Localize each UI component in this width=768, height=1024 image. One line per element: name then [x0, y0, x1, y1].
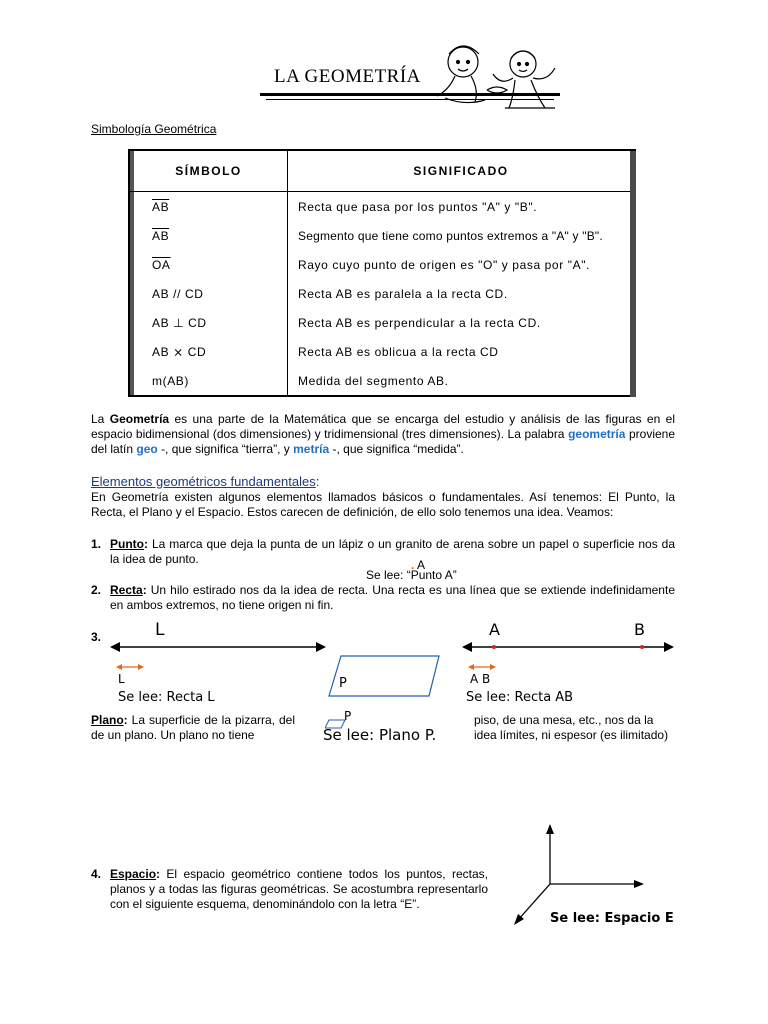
elements-intro: En Geometría existen algunos elementos llamados básicos o fundamentales. Así tenemos: El Punto, la Recta, el Plano y el Espacio. Estos carecen de definición, de ello solo tenemos una idea. Veamos: — [91, 490, 675, 519]
plano-left-text: La superficie de la pizarra, del de un plano. Un plano no tiene — [91, 713, 295, 742]
axis-diagonal — [518, 884, 550, 920]
plane-reads: Se lee: Plano P. — [323, 726, 437, 744]
item-number: 4. — [91, 867, 102, 881]
geometria-blue: geometría — [568, 427, 626, 441]
espacio-paragraph: Espacio: El espacio geométrico contiene todos los puntos, rectas, planos y a todas las figuras geométricas. Se acostumbra representarlo con el siguiente esquema, denominándolo con la letra “E”. — [110, 867, 488, 911]
table-row — [129, 279, 635, 308]
axis-horizontal-arrow — [634, 880, 644, 888]
symbol-parallel: AB // CD — [129, 279, 288, 308]
meaning-cell: Recta AB es perpendicular a la recta CD. — [298, 315, 541, 330]
symbol-line-ab: $\overline{AB}$ — [129, 192, 288, 222]
meaning-cell: Recta que pasa por los puntos "A" y "B". — [298, 199, 538, 214]
symbol-segment-ab: $\overline{AB}$ — [129, 221, 288, 250]
metria-word: metría — [293, 442, 330, 456]
item-number: 1. — [91, 537, 102, 551]
item-number: 2. — [91, 583, 102, 597]
meaning-cell: Medida del segmento AB. — [298, 373, 449, 388]
espacio-reads: Se lee: Espacio E — [550, 911, 674, 926]
table-row — [129, 250, 635, 279]
point-a-text: A — [417, 558, 426, 572]
meaning-cell: Rayo cuyo punto de origen es "O" y pasa por "A". — [298, 257, 590, 272]
arrow-left — [110, 642, 120, 652]
intro-paragraph — [91, 412, 675, 457]
symbol-perpendicular: AB ⊥ CD — [129, 308, 288, 337]
recta-paragraph: Recta: Un hilo estirado nos da la idea de recta. Una recta es una línea que se extiende indefinidamente en ambos extremos, no tiene origen ni fin. — [110, 583, 675, 612]
line-l-small-label: L — [118, 672, 125, 686]
small-arrow-left — [468, 664, 474, 670]
elements-heading — [91, 474, 319, 489]
small-arrow-left — [116, 664, 122, 670]
geo-word: geo — [136, 442, 158, 456]
meaning-cell: Recta AB es paralela a la recta CD. — [298, 286, 508, 301]
point-a — [492, 645, 496, 649]
geometria-bold: Geometría — [109, 412, 170, 426]
line-l-figure — [110, 620, 330, 720]
table-row — [129, 308, 635, 337]
plano-label: Plano — [91, 713, 124, 727]
line-b-label: B — [634, 620, 645, 639]
table-row — [129, 337, 635, 366]
line-l-label: L — [155, 620, 165, 640]
col-header-symbol: SÍMBOLO — [129, 150, 288, 192]
intro-text: es una parte de la Matemática que se encarga del estudio y análisis de las figuras en el espacio bidimensional (dos dimensiones) y tridimensional (tres dimensiones). La palabra — [91, 412, 675, 441]
punto-text: La marca que deja la punta de un lápiz o un granito de arena sobre un papel o superficie nos da la idea de punto. — [110, 537, 675, 566]
punto-label: Punto — [110, 537, 144, 551]
recta-text: Un hilo estirado nos da la idea de recta. Una recta es una línea que se extiende indefinidamente en ambos extremos, no tiene origen ni fin. — [110, 583, 675, 612]
point-dot: . — [411, 558, 415, 572]
plane-label: P — [339, 676, 347, 691]
line-a-label: A — [489, 620, 500, 639]
table-row — [129, 221, 635, 250]
intro-text: proviene del latín — [91, 427, 676, 456]
small-arrow-right — [138, 664, 144, 670]
punto-paragraph: Punto: La marca que deja la punta de un lápiz o un granito de arena sobre un papel o superficie nos da la idea de punto. — [110, 537, 675, 566]
line-ab-small-label: A B — [470, 672, 491, 686]
arrow-right — [664, 642, 674, 652]
meaning-cell: Segmento que tiene como puntos extremos a "A" y "B". — [298, 228, 603, 243]
table-header-row — [129, 150, 635, 192]
table-row — [129, 192, 635, 222]
col-header-meaning: SIGNIFICADO — [288, 150, 636, 192]
arrow-left — [462, 642, 472, 652]
axis-vertical-arrow — [546, 824, 554, 834]
elements-heading-colon: : — [315, 474, 320, 489]
symbol-table — [128, 149, 636, 397]
plano-right-paragraph: piso, de una mesa, etc., nos da la idea límites, ni espesor (es ilimitado) — [474, 713, 669, 742]
plane-small-label: P — [344, 709, 352, 723]
line-l-reads: Se lee: Recta L — [118, 690, 215, 705]
recta-label: Recta — [110, 583, 143, 597]
intro-text: -, que significa “tierra”, y — [161, 442, 290, 456]
espacio-text: El espacio geométrico contiene todos los puntos, rectas, planos y a todas las figuras geométricas. Se acostumbra representarlo con el siguiente esquema, denominándolo con la letra “E”. — [110, 867, 488, 911]
espacio-label: Espacio — [110, 867, 157, 881]
point-b — [640, 645, 644, 649]
line-ab-reads: Se lee: Recta AB — [466, 690, 574, 705]
page-title: LA GEOMETRÍA — [274, 66, 421, 87]
item-number: 3. — [91, 630, 102, 644]
section-subtitle: Simbología Geométrica — [91, 122, 217, 136]
symbol-ray-oa: $\overline{OA}$ — [129, 250, 288, 279]
meaning-cell: Recta AB es oblicua a la recta CD — [298, 344, 499, 359]
table-shadow — [630, 151, 636, 397]
children-illustration — [425, 40, 565, 112]
intro-text: -, que significa “medida”. — [332, 442, 464, 456]
small-arrow-right — [490, 664, 496, 670]
elements-heading-text: Elementos geométricos fundamentales — [91, 474, 316, 489]
symbol-measure: m(AB) — [129, 366, 288, 396]
symbol-oblique: AB ⨯ CD — [129, 337, 288, 366]
plano-left-paragraph: Plano: La superficie de la pizarra, del de un plano. Un plano no tiene — [91, 713, 295, 742]
table-row — [129, 366, 635, 396]
intro-text: La — [91, 412, 105, 426]
punto-reads: Se lee: “Punto A” — [366, 568, 457, 582]
